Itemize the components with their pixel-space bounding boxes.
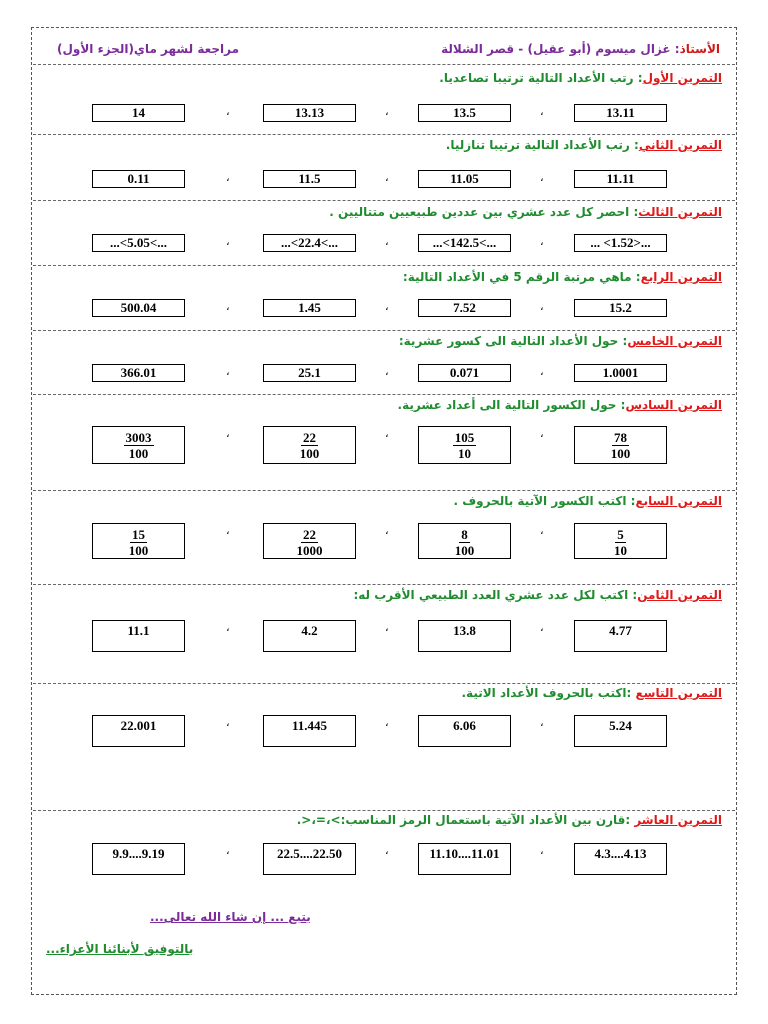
number-box: 1.0001 xyxy=(574,364,667,382)
separator-comma: ، xyxy=(226,365,230,378)
exercise-label: التمرين السابع xyxy=(635,494,722,508)
exercise-title xyxy=(297,813,722,827)
separator-comma: ، xyxy=(540,300,544,313)
number-box: 4.77 xyxy=(574,620,667,652)
section-separator xyxy=(33,64,735,65)
number-box: 25.1 xyxy=(263,364,356,382)
exercise-label: التمرين الخامس xyxy=(627,334,722,348)
exercise-title xyxy=(453,494,722,508)
number-box: 13.11 xyxy=(574,104,667,122)
fraction-denominator: 10 xyxy=(614,543,627,558)
separator-comma: ، xyxy=(385,105,389,118)
separator-comma: ، xyxy=(226,844,230,857)
exercise-label: التمرين العاشر xyxy=(634,813,722,827)
fraction-numerator: 22 xyxy=(303,430,316,445)
fraction-box xyxy=(92,426,185,464)
exercise-instruction: : ماهي مرتبة الرقم 5 في الأعداد التالية: xyxy=(402,270,641,284)
separator-comma: ، xyxy=(540,365,544,378)
separator-comma: ، xyxy=(385,716,389,729)
exercise-title xyxy=(461,686,722,700)
separator-comma: ، xyxy=(540,427,544,440)
number-box: 7.52 xyxy=(418,299,511,317)
number-box: ...<22.4<... xyxy=(263,234,356,252)
exercise-title xyxy=(353,588,722,602)
fraction-denominator: 100 xyxy=(128,446,149,461)
number-box: 11.445 xyxy=(263,715,356,747)
teacher-label: الأستاذ xyxy=(679,42,720,56)
number-box: 4.3....4.13 xyxy=(574,843,667,875)
footer-wish: بالتوفيق لأبنائنا الأعزاء... xyxy=(46,942,194,956)
fraction-denominator: 10 xyxy=(458,446,471,461)
separator-comma: ، xyxy=(226,427,230,440)
fraction-box xyxy=(418,523,511,559)
fraction-box xyxy=(263,523,356,559)
number-box: 13.13 xyxy=(263,104,356,122)
teacher-name: : غزال ميسوم (أبو عقيل) - قصر الشلالة xyxy=(441,42,680,56)
fraction-numerator: 15 xyxy=(132,527,145,542)
separator-comma: ، xyxy=(385,427,389,440)
exercise-instruction: :اكتب بالحروف الأعداد الاتية. xyxy=(461,686,636,700)
fraction-numerator: 22 xyxy=(303,527,316,542)
number-box: 11.05 xyxy=(418,170,511,188)
fraction-numerator: 5 xyxy=(617,527,624,542)
exercise-label: التمرين الثاني xyxy=(638,138,722,152)
separator-comma: ، xyxy=(385,524,389,537)
separator-comma: ، xyxy=(385,171,389,184)
fraction-denominator: 100 xyxy=(299,446,320,461)
section-separator xyxy=(33,810,735,811)
separator-comma: ، xyxy=(385,365,389,378)
number-box: 6.06 xyxy=(418,715,511,747)
fraction-box xyxy=(92,523,185,559)
number-box: 13.8 xyxy=(418,620,511,652)
exercise-title xyxy=(399,334,722,348)
number-box: 14 xyxy=(92,104,185,122)
fraction-denominator: 100 xyxy=(610,446,631,461)
number-box: 0.071 xyxy=(418,364,511,382)
number-box: 500.04 xyxy=(92,299,185,317)
exercise-label: التمرين السادس xyxy=(625,398,722,412)
fraction-denominator: 100 xyxy=(454,543,475,558)
number-box: 22.001 xyxy=(92,715,185,747)
number-box: 15.2 xyxy=(574,299,667,317)
number-box: 366.01 xyxy=(92,364,185,382)
separator-comma: ، xyxy=(540,235,544,248)
fraction-box xyxy=(263,426,356,464)
section-separator xyxy=(33,584,735,585)
teacher-header xyxy=(441,42,720,56)
number-box: 11.1 xyxy=(92,620,185,652)
exercise-title xyxy=(446,138,722,152)
exercise-label: التمرين الثالث xyxy=(638,205,722,219)
separator-comma: ، xyxy=(226,621,230,634)
exercise-instruction: : اكتب لكل عدد عشري العدد الطبيعي الأقرب له: xyxy=(353,588,638,602)
section-separator xyxy=(33,330,735,331)
footer-continue: يتبع ... إن شاء الله تعالى... xyxy=(150,910,311,924)
fraction-numerator: 8 xyxy=(461,527,468,542)
separator-comma: ، xyxy=(226,235,230,248)
fraction-numerator: 105 xyxy=(454,430,475,445)
separator-comma: ، xyxy=(385,300,389,313)
separator-comma: ، xyxy=(540,171,544,184)
separator-comma: ، xyxy=(226,716,230,729)
section-separator xyxy=(33,394,735,395)
separator-comma: ، xyxy=(226,171,230,184)
section-separator xyxy=(33,265,735,266)
separator-comma: ، xyxy=(540,524,544,537)
exercise-title xyxy=(439,71,722,85)
section-separator xyxy=(33,200,735,201)
separator-comma: ، xyxy=(226,524,230,537)
review-title: مراجعة لشهر ماي(الجزء الأول) xyxy=(57,42,240,56)
number-box: ... <1.52>... xyxy=(574,234,667,252)
number-box: 5.24 xyxy=(574,715,667,747)
exercise-instruction: :قارن بين الأعداد الآتية باستعمال الرمز المناسب:>،=،<. xyxy=(296,813,635,827)
fraction-box xyxy=(418,426,511,464)
fraction-box xyxy=(574,523,667,559)
section-separator xyxy=(33,490,735,491)
exercise-instruction: : حول الأعداد التالية الى كسور عشرية: xyxy=(398,334,628,348)
exercise-label: التمرين الأول xyxy=(642,71,722,85)
number-box: 4.2 xyxy=(263,620,356,652)
separator-comma: ، xyxy=(226,105,230,118)
separator-comma: ، xyxy=(540,844,544,857)
separator-comma: ، xyxy=(540,716,544,729)
exercise-title xyxy=(403,270,722,284)
fraction-box xyxy=(574,426,667,464)
separator-comma: ، xyxy=(385,235,389,248)
number-box: 11.10....11.01 xyxy=(418,843,511,875)
number-box: 1.45 xyxy=(263,299,356,317)
exercise-title xyxy=(329,205,722,219)
exercise-label: التمرين الرابع xyxy=(640,270,722,284)
section-separator xyxy=(33,683,735,684)
exercise-instruction: : احصر كل عدد عشري بين عددين طبيعيين متتاليين . xyxy=(329,205,639,219)
exercise-instruction: : حول الكسور التالية الى أعداد عشرية. xyxy=(397,398,626,412)
number-box: ...<5.05<... xyxy=(92,234,185,252)
fraction-numerator: 3003 xyxy=(125,430,152,445)
exercise-label: التمرين التاسع xyxy=(635,686,722,700)
separator-comma: ، xyxy=(385,844,389,857)
exercise-instruction: : رتب الأعداد التالية ترتيبا تصاعديا. xyxy=(439,71,643,85)
fraction-denominator: 1000 xyxy=(296,543,323,558)
number-box: 13.5 xyxy=(418,104,511,122)
separator-comma: ، xyxy=(385,621,389,634)
separator-comma: ، xyxy=(540,105,544,118)
exercise-title xyxy=(398,398,722,412)
section-separator xyxy=(33,134,735,135)
exercise-instruction: : اكتب الكسور الآتية بالحروف . xyxy=(453,494,636,508)
exercise-instruction: : رتب الأعداد التالية ترتيبا تنازليا. xyxy=(445,138,639,152)
number-box: 9.9....9.19 xyxy=(92,843,185,875)
exercise-label: التمرين الثامن xyxy=(637,588,722,602)
number-box: 22.5....22.50 xyxy=(263,843,356,875)
number-box: 11.5 xyxy=(263,170,356,188)
separator-comma: ، xyxy=(226,300,230,313)
number-box: 0.11 xyxy=(92,170,185,188)
number-box: 11.11 xyxy=(574,170,667,188)
fraction-numerator: 78 xyxy=(614,430,627,445)
number-box: ...<142.5<... xyxy=(418,234,511,252)
separator-comma: ، xyxy=(540,621,544,634)
fraction-denominator: 100 xyxy=(128,543,149,558)
